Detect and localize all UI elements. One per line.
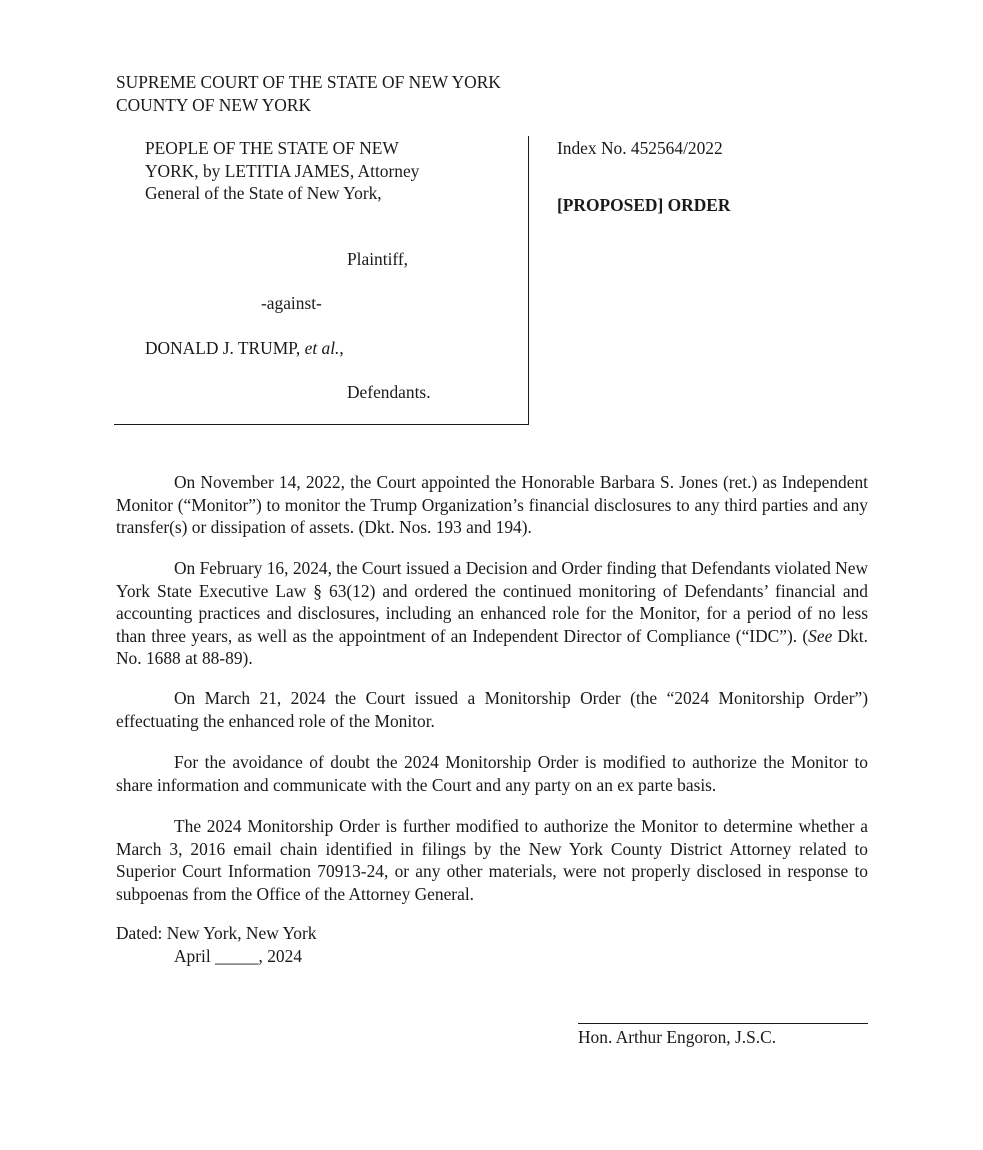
defendant-role: Defendants. [347,382,431,402]
defendant-name: DONALD J. TRUMP, [145,338,305,358]
paragraph-monitor-appointment: On November 14, 2022, the Court appointed the Honorable Barbara S. Jones (ret.) as Independent Monitor (“Monitor”) to monitor the Trump Organization’s financial disclosures to any third parties and any transfer(s) or dissipation of assets. (Dkt. Nos. 193 and 194). [116,472,868,537]
judge-name: Hon. Arthur Engoron, J.S.C. [578,1027,777,1047]
defendant-et-al: et al. [304,338,340,358]
defendant-party [145,337,344,360]
paragraph-decision-and-order [116,557,868,670]
signature-line [578,1023,868,1024]
court-county: COUNTY OF NEW YORK [116,94,311,115]
citation-see: See [808,625,833,646]
paragraph-decision-text: On February 16, 2024, the Court issued a Decision and Order finding that Defendants violated New York State Executive Law § 63(12) and ordered the continued monitoring of Defendants’ financial and accounting practices and disclosures, including an enhanced role for the Monitor, for a period of no less than three years, as well as the appointment of an Independent Director of Compliance (“IDC”). ( [116,558,869,646]
plaintiff-party: PEOPLE OF THE STATE OF NEW YORK, by LETITIA JAMES, Attorney General of the State of New York, [145,138,420,203]
citation-docket: Dkt. No. 1688 at 88-89). [116,625,868,668]
dated-date: April _____, 2024 [174,946,303,966]
defendant-suffix: , [339,338,344,358]
document-title: [PROPOSED] ORDER [557,195,731,215]
paragraph-monitorship-order: On March 21, 2024 the Court issued a Monitorship Order (the “2024 Monitorship Order”) effectuating the enhanced role of the Monitor. [116,688,868,731]
against-label: -against- [261,293,322,313]
plaintiff-role: Plaintiff, [347,249,409,269]
court-header [116,71,636,116]
paragraph-email-chain: The 2024 Monitorship Order is further modified to authorize the Monitor to determine whether a March 3, 2016 email chain identified in filings by the New York County District Attorney related to Superior Court Information 70913-24, or any other materials, were not properly disclosed in response to subpoenas from the Office of the Attorney General. [116,816,868,904]
dated-place: Dated: New York, New York [116,923,317,943]
paragraph-ex-parte: For the avoidance of doubt the 2024 Monitorship Order is modified to authorize the Monitor to share information and communicate with the Court and any party on an ex parte basis. [116,752,868,795]
court-name: SUPREME COURT OF THE STATE OF NEW YORK [116,72,501,92]
index-number: Index No. 452564/2022 [557,138,723,158]
